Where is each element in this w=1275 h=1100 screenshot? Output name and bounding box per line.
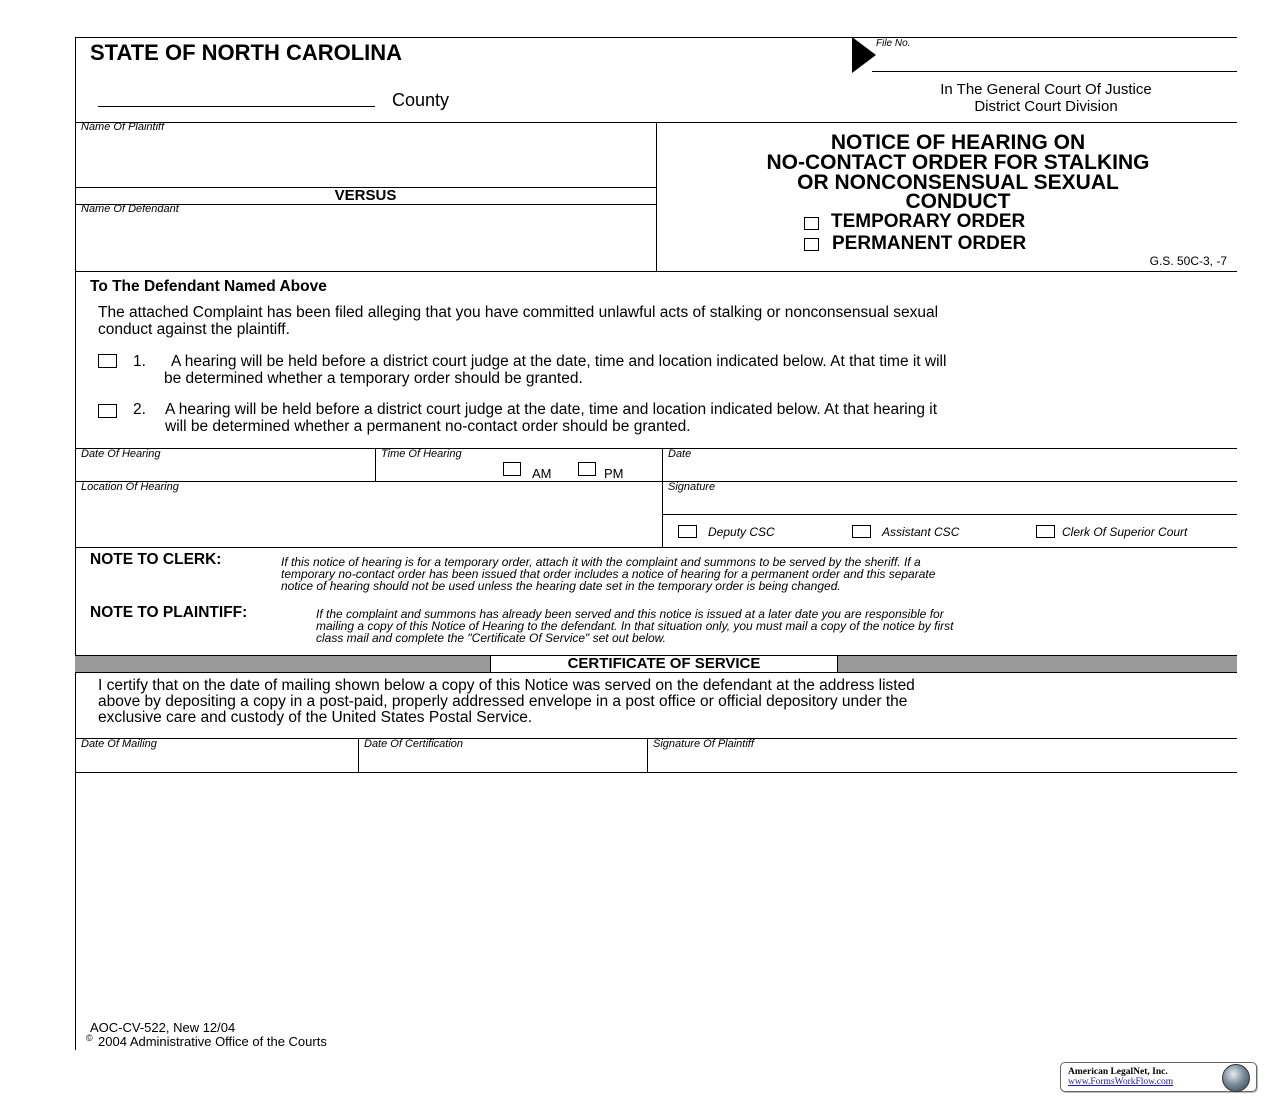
date-label: Date bbox=[668, 448, 692, 460]
signature-field[interactable] bbox=[663, 495, 1235, 513]
copyright-symbol: © bbox=[86, 1033, 93, 1043]
note-to-plaintiff-line-3: class mail and complete the "Certificate Of Service" set out below. bbox=[316, 631, 667, 645]
file-no-input-line[interactable] bbox=[872, 71, 1237, 72]
item-2-number: 2. bbox=[133, 401, 146, 418]
court-line-2: District Court Division bbox=[974, 98, 1118, 115]
defendant-name-field[interactable] bbox=[76, 216, 654, 268]
certificate-bar-right bbox=[838, 655, 1237, 673]
note-to-clerk-line-3: notice of hearing should not be used unless the hearing date set in the temporary order is being changed. bbox=[281, 579, 841, 593]
court-line-1: In The General Court Of Justice bbox=[940, 81, 1152, 98]
form-title-line-1: NOTICE OF HEARING ON bbox=[830, 131, 1086, 154]
hearing-grid-col-1 bbox=[375, 448, 376, 481]
complaint-paragraph-line-2: conduct against the plaintiff. bbox=[98, 321, 290, 338]
note-to-clerk-label: NOTE TO CLERK: bbox=[90, 551, 222, 568]
pm-checkbox[interactable] bbox=[578, 462, 596, 476]
certificate-line-3: exclusive care and custody of the United States Postal Service. bbox=[98, 709, 533, 726]
legalnet-name: American LegalNet, Inc. bbox=[1068, 1067, 1168, 1077]
copyright-text: 2004 Administrative Office of the Courts bbox=[98, 1034, 327, 1049]
item-1-line-2: be determined whether a temporary order should be granted. bbox=[164, 370, 583, 387]
am-checkbox[interactable] bbox=[503, 462, 521, 476]
plaintiff-name-field[interactable] bbox=[76, 134, 654, 186]
pm-label: PM bbox=[604, 466, 624, 481]
note-to-clerk-line-2: temporary no-contact order has been issued that order includes a notice of hearing for a permanent order and this separate bbox=[281, 567, 936, 581]
permanent-order-checkbox[interactable] bbox=[804, 238, 819, 251]
permanent-order-label: PERMANENT ORDER bbox=[832, 233, 1027, 254]
plaintiff-name-label: Name Of Plaintiff bbox=[81, 121, 165, 133]
county-label: County bbox=[392, 90, 450, 110]
hearing-permanent-checkbox[interactable] bbox=[98, 404, 117, 418]
date-of-certification-field[interactable] bbox=[359, 752, 645, 770]
form-title-line-2: NO-CONTACT ORDER FOR STALKING bbox=[766, 151, 1150, 174]
note-to-plaintiff-line-1: If the complaint and summons has already been served and this notice is issued at a later date you are responsible for bbox=[316, 607, 944, 621]
mailing-grid-bottom bbox=[75, 772, 1237, 773]
hearing-grid-bottom bbox=[75, 547, 1237, 548]
note-to-clerk-line-1: If this notice of hearing is for a temporary order, attach it with the complaint and summons to be served by the sheriff. If a bbox=[281, 555, 921, 569]
item-1-number: 1. bbox=[133, 353, 146, 370]
note-to-plaintiff-line-2: mailing a copy of this Notice of Hearing to the defendant. In that situation only, you must mail a copy of the notice by first bbox=[316, 619, 954, 633]
form-id: AOC-CV-522, New 12/04 bbox=[90, 1020, 236, 1035]
item-2-line-2: will be determined whether a permanent no-contact order should be granted. bbox=[165, 418, 691, 435]
certificate-line-1: I certify that on the date of mailing shown below a copy of this Notice was served on the defendant at the address listed bbox=[98, 677, 915, 694]
deputy-csc-label: Deputy CSC bbox=[708, 525, 775, 539]
signature-of-plaintiff-field[interactable] bbox=[648, 752, 1235, 770]
signature-of-plaintiff-label: Signature Of Plaintiff bbox=[653, 738, 754, 750]
state-heading: STATE OF NORTH CAROLINA bbox=[90, 40, 403, 65]
note-to-plaintiff-label: NOTE TO PLAINTIFF: bbox=[90, 604, 248, 621]
hearing-temporary-checkbox[interactable] bbox=[98, 354, 117, 368]
time-of-hearing-label: Time Of Hearing bbox=[381, 448, 462, 460]
versus-label: VERSUS bbox=[334, 187, 397, 204]
item-2-line-1: A hearing will be held before a district court judge at the date, time and location indicated below. At that hearing it bbox=[165, 401, 938, 418]
form-title-line-4: CONDUCT bbox=[905, 190, 1011, 213]
certificate-title: CERTIFICATE OF SERVICE bbox=[490, 655, 838, 673]
date-of-certification-label: Date Of Certification bbox=[364, 738, 464, 750]
location-of-hearing-field[interactable] bbox=[76, 495, 660, 545]
statute-reference: G.S. 50C-3, -7 bbox=[1149, 254, 1227, 268]
signature-line bbox=[662, 514, 1237, 515]
defendant-name-label: Name Of Defendant bbox=[81, 203, 179, 215]
am-label: AM bbox=[532, 466, 552, 481]
clerk-superior-court-checkbox[interactable] bbox=[1036, 525, 1055, 538]
date-of-hearing-label: Date Of Hearing bbox=[81, 448, 161, 460]
parties-divider bbox=[656, 122, 657, 271]
item-1-line-1: A hearing will be held before a district court judge at the date, time and location indicated below. At that time it will bbox=[171, 353, 947, 370]
title-divider bbox=[75, 271, 1237, 272]
assistant-csc-checkbox[interactable] bbox=[852, 525, 871, 538]
location-of-hearing-label: Location Of Hearing bbox=[81, 481, 179, 493]
legalnet-link[interactable]: www.FormsWorkFlow.com bbox=[1068, 1077, 1174, 1087]
county-input-line[interactable] bbox=[98, 106, 375, 107]
hearing-grid-mid bbox=[75, 481, 1237, 482]
complaint-paragraph-line-1: The attached Complaint has been filed alleging that you have committed unlawful acts of stalking or nonconsensual sexual bbox=[98, 304, 939, 321]
globe-icon bbox=[1222, 1064, 1250, 1092]
temporary-order-label: TEMPORARY ORDER bbox=[831, 211, 1026, 232]
file-no-arrow-icon bbox=[852, 37, 876, 73]
form-top-border bbox=[75, 37, 1237, 38]
date-of-hearing-field[interactable] bbox=[76, 462, 374, 480]
clerk-superior-court-label: Clerk Of Superior Court bbox=[1062, 525, 1188, 539]
certificate-bar-left bbox=[75, 655, 490, 673]
legalnet-badge[interactable] bbox=[1060, 1062, 1257, 1092]
defendant-heading: To The Defendant Named Above bbox=[90, 278, 327, 295]
hearing-grid-top bbox=[75, 448, 1237, 449]
date-of-mailing-field[interactable] bbox=[76, 752, 357, 770]
form-title-line-3: OR NONCONSENSUAL SEXUAL bbox=[797, 171, 1119, 194]
date-of-mailing-label: Date Of Mailing bbox=[81, 738, 157, 750]
deputy-csc-checkbox[interactable] bbox=[678, 525, 697, 538]
date-field[interactable] bbox=[663, 462, 1235, 480]
assistant-csc-label: Assistant CSC bbox=[882, 525, 960, 539]
temporary-order-checkbox[interactable] bbox=[804, 217, 819, 230]
file-no-label: File No. bbox=[876, 38, 911, 49]
certificate-line-2: above by depositing a copy in a post-paid, properly addressed envelope in a post office or official depository under the bbox=[98, 693, 908, 710]
signature-label: Signature bbox=[668, 481, 716, 493]
